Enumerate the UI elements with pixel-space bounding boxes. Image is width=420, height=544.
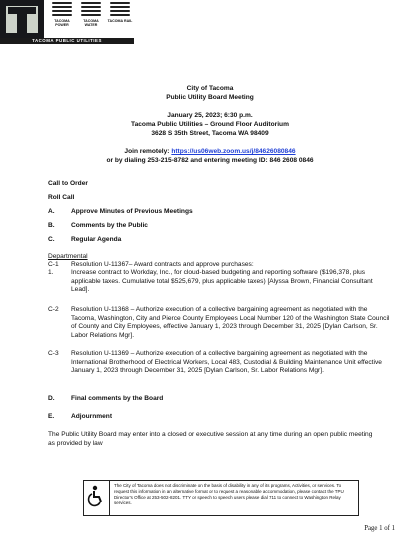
logo-t-mark — [0, 0, 44, 38]
notice-text: The City of Tacoma does not discriminate on the basis of disability in any of its programs, Activities, or services. To request this information in an alternative format or to request a reasonable accommodation, please contact the TPU Director's Office at 253-502-8201. TTY or speech to speech users please dial 711 to connect to Washington Relay services. — [114, 483, 344, 506]
item-c1-sub-num: 1. — [48, 269, 54, 276]
section-d-letter: D. — [48, 395, 55, 402]
item-c3-text: Resolution U-11369 – Authorize execution of a collective bargaining agreement as negotiated with the International Brotherhood of Electrical Workers, Local 483, Custodial & Building Maintenance Unit effective January 1, 2023 through December 31, 2025 [Dylan Carlson, Sr. Labor Relations Mgr]. — [71, 350, 382, 375]
item-c2-num: C-2 — [48, 306, 59, 313]
closing-statement: The Public Utility Board may enter into a closed or executive session at any time during an open public meeting as provided by law — [48, 431, 373, 447]
call-to-order: Call to Order — [48, 180, 88, 187]
header-board: Public Utility Board Meeting — [166, 94, 254, 101]
power-logo-icon: TACOMA POWER — [48, 2, 76, 32]
section-b-title: Comments by the Public — [71, 222, 148, 229]
item-c3-num: C-3 — [48, 350, 59, 357]
accessibility-notice — [83, 480, 359, 516]
section-d-title: Final comments by the Board — [71, 395, 164, 402]
accessibility-icon — [87, 485, 105, 507]
meeting-date: January 25, 2023; 6:30 p.m. — [167, 112, 253, 119]
join-remotely — [0, 148, 420, 157]
dial-in-info: or by dialing 253-215-8782 and entering meeting ID: 846 2608 0846 — [106, 157, 314, 164]
item-c1-sub-text: Increase contract to Workday, Inc., for cloud-based budgeting and reporting software ($196,378, plus applicable taxes. Cumulative total $525,679, plus applicable taxes) [Alyssa Brown, Financial Consultant Lead]. — [71, 269, 373, 294]
logo-band: TACOMA PUBLIC UTILITIES — [0, 38, 134, 44]
section-b-letter: B. — [48, 222, 55, 229]
notice-divider — [109, 481, 110, 515]
section-c-title: Regular Agenda — [71, 236, 122, 243]
water-logo-icon: TACOMA WATER — [77, 2, 105, 32]
section-e-letter: E. — [48, 413, 55, 420]
item-c1-text: Resolution U-11367– Award contracts and approve purchases: — [71, 261, 254, 268]
section-c-letter: C. — [48, 236, 55, 243]
meeting-location: Tacoma Public Utilities – Ground Floor Auditorium — [131, 121, 289, 128]
item-c2-text: Resolution U-11368 – Authorize execution of a collective bargaining agreement as negotiated with the Tacoma, Washington, City and Pierce County Employees Local Number 120 of the Washington State Council of County and City Employees, effective January 1, 2023 through December 31, 2025 [Dylan Carlson, Sr. Labor Relations Mgr]. — [71, 306, 390, 339]
header-city: City of Tacoma — [186, 85, 234, 92]
meeting-address: 3628 S 35th Street, Tacoma WA 98409 — [151, 130, 269, 137]
section-a-letter: A. — [48, 208, 55, 215]
tacoma-public-utilities-logo — [0, 0, 134, 44]
section-a-title: Approve Minutes of Previous Meetings — [71, 208, 193, 215]
roll-call: Roll Call — [48, 194, 75, 201]
zoom-link[interactable]: https://us06web.zoom.us/j/84626080846 — [171, 148, 296, 155]
page-number: Page 1 of 1 — [364, 525, 395, 532]
rail-logo-icon: TACOMA RAIL — [106, 2, 134, 32]
departmental-heading: Departmental — [48, 253, 88, 260]
section-e-title: Adjournment — [71, 413, 113, 420]
item-c1-num: C-1 — [48, 261, 59, 268]
join-prefix: Join remotely: — [124, 148, 172, 155]
